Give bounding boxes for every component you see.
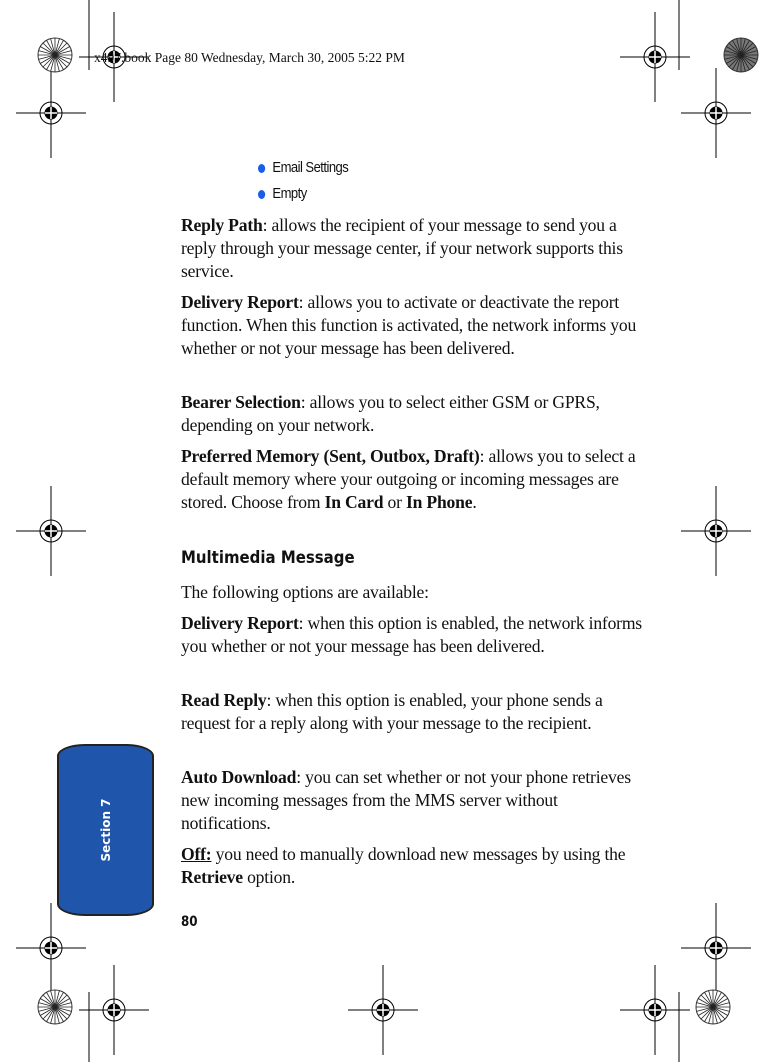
intro-text: The following options are available: [181, 582, 429, 602]
crosshair-icon [681, 486, 751, 576]
crosshair-icon [16, 486, 86, 576]
crosshair-icon [16, 68, 86, 158]
crosshair-icon [681, 68, 751, 158]
color-bar-starburst-icon [38, 38, 72, 72]
paragraph-delivery-report: Delivery Report: allows you to activate or deactivate the report function. When this function is activated, the network informs you whether or not your message has been delivered. [181, 292, 637, 358]
color-bar-starburst-icon [724, 38, 758, 72]
bullet-label: Empty [272, 186, 307, 202]
section-tab [57, 744, 154, 916]
bullet-item [258, 186, 307, 202]
color-bar-starburst-icon [38, 990, 72, 1024]
paragraph-read-reply: Read Reply: when this option is enabled, your phone sends a request for a reply along with your message to the recipient. [181, 690, 603, 733]
paragraph-bearer-selection: Bearer Selection: allows you to select either GSM or GPRS, depending on your network. [181, 392, 600, 435]
paragraph-mms-delivery-report: Delivery Report: when this option is enabled, the network informs you whether or not your message has been delivered. [181, 613, 642, 656]
section-tab-label: Section 7 [98, 798, 113, 862]
section-heading: Multimedia Message [181, 548, 355, 568]
paragraph-auto-download: Auto Download: you can set whether or not your phone retrieves new incoming messages from the MMS server without notifications. [181, 767, 631, 833]
bullet-item [258, 160, 348, 176]
paragraph-off: Off: you need to manually download new messages by using the Retrieve option. [181, 844, 626, 887]
paragraph-reply-path: Reply Path: allows the recipient of your message to send you a reply through your message center, if your network supports this service. [181, 215, 623, 281]
crosshair-icon [681, 903, 751, 993]
paragraph-preferred-memory: Preferred Memory (Sent, Outbox, Draft): allows you to select a default memory where your outgoing or incoming messages are stored. Choose from In Card or In Phone. [181, 446, 636, 512]
crosshair-icon [16, 903, 86, 993]
crosshair-icon [348, 965, 418, 1055]
bullet-label: Email Settings [272, 160, 349, 176]
bullet-dot-icon [258, 164, 265, 173]
bullet-dot-icon [258, 190, 265, 199]
print-header: x497.book Page 80 Wednesday, March 30, 2005 5:22 PM [94, 50, 405, 65]
page-number: 80 [181, 914, 198, 930]
color-bar-starburst-icon [696, 990, 730, 1024]
